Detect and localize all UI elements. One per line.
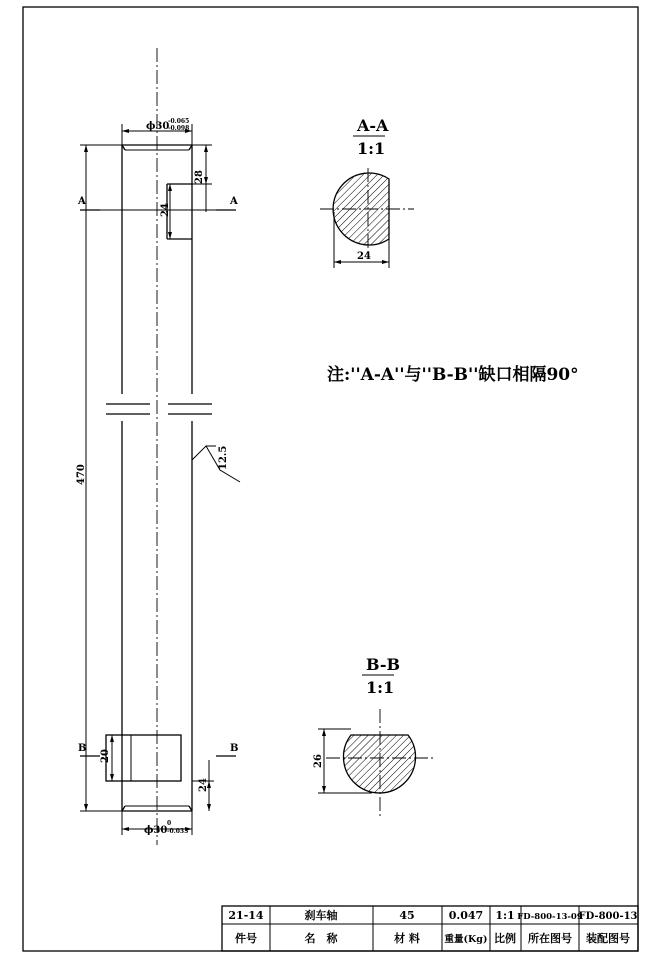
tb-h-material: 材 料 (394, 932, 420, 945)
dim-b-flat-length: 20 (100, 749, 111, 763)
section-bb-scale: 1:1 (366, 678, 395, 697)
section-mark-a-left: A (78, 196, 86, 207)
dim-tol-bottom-upper: 0 (167, 820, 172, 827)
dim-a-flat-offset: 28 (194, 170, 205, 184)
drawing-note: 注:''A-A''与''B-B''缺口相隔90° (327, 365, 579, 385)
tb-scale: 1:1 (495, 909, 515, 922)
drawing-frame (23, 7, 638, 951)
dim-diameter-top: ϕ30 (146, 121, 170, 132)
tb-h-drawing-no: 所在图号 (528, 932, 572, 945)
section-bb-height-dim: 26 (313, 754, 324, 768)
tb-part-no: 21-14 (228, 909, 264, 922)
tb-h-weight: 重量(Kg) (444, 934, 488, 945)
tb-weight: 0.047 (448, 909, 484, 922)
dim-tol-bottom-lower: -0.033 (167, 828, 189, 835)
tb-h-assembly-no: 装配图号 (586, 932, 630, 945)
section-aa-width-dim: 24 (357, 251, 371, 262)
dim-length-total: 470 (76, 464, 87, 485)
section-mark-a-right: A (230, 196, 238, 207)
dim-b-flat-offset: 24 (198, 778, 209, 792)
dim-a-flat-length: 24 (160, 203, 171, 217)
dim-tol-top-lower: -0.098 (168, 125, 190, 132)
section-mark-b-left: B (78, 743, 87, 754)
dim-tol-top-upper: -0.065 (168, 118, 190, 125)
surface-roughness: 12.5 (218, 445, 229, 470)
section-aa-scale: 1:1 (357, 139, 386, 158)
tb-h-name: 名 称 (304, 932, 338, 945)
section-cut-lines (77, 196, 238, 756)
tb-h-scale: 比例 (494, 932, 516, 945)
section-mark-b-right: B (230, 743, 239, 754)
main-view-dimensions (76, 118, 240, 836)
tb-material: 45 (399, 909, 415, 922)
tb-name: 刹车轴 (304, 909, 338, 922)
tb-h-part-no: 件号 (235, 932, 257, 945)
shaft-main-view (106, 48, 212, 845)
section-bb (313, 655, 434, 818)
tb-drawing-no: FD-800-13-09 (517, 912, 583, 922)
title-block (222, 906, 638, 951)
section-aa-title: A-A (357, 116, 389, 135)
dim-diameter-bottom: ϕ30 (144, 825, 168, 836)
tb-assembly-no: FD-800-13 (578, 911, 638, 922)
section-bb-title: B-B (366, 655, 400, 674)
section-aa (320, 116, 414, 268)
